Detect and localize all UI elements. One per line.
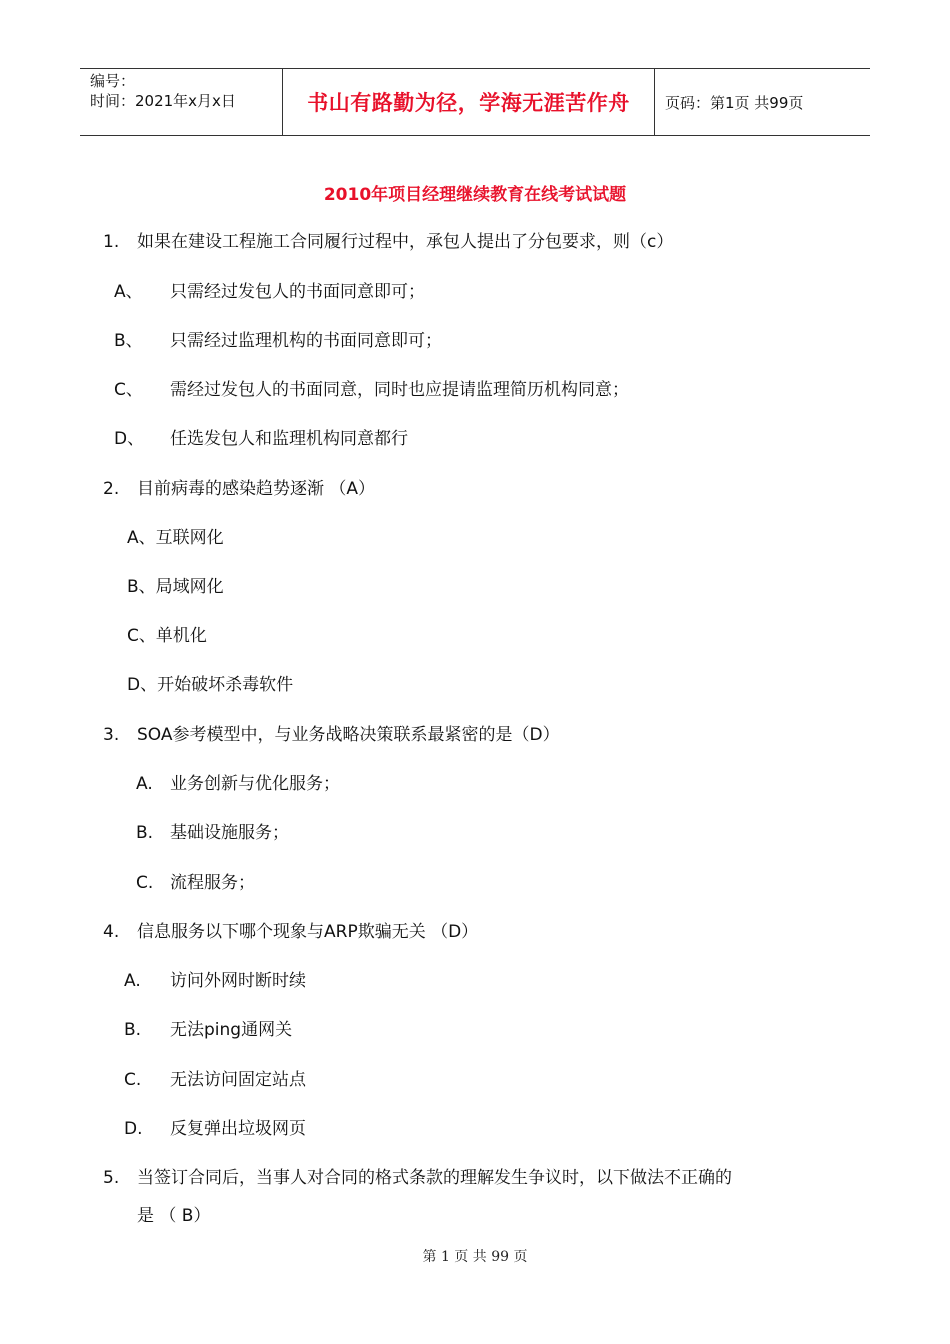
option-label: C、 [114, 380, 143, 400]
question-number: 1. [103, 232, 120, 252]
date-label: 时间：2021年x月x日 [90, 92, 236, 110]
page-footer: 第 1 页 共 99 页 [422, 1249, 528, 1265]
option-text: 任选发包人和监理机构同意都行 [170, 429, 408, 449]
option-label: B、 [114, 331, 143, 351]
option-text: C、单机化 [127, 626, 207, 646]
option-text: 基础设施服务； [170, 823, 289, 843]
option-label: B. [124, 1020, 142, 1040]
header-motto: 书山有路勤为径，学海无涯苦作舟 [282, 69, 655, 135]
question-text: SOA参考模型中，与业务战略决策联系最紧密的是（D） [137, 725, 560, 745]
option-text: 流程服务； [170, 873, 255, 893]
option-label: D、 [114, 429, 145, 449]
option-text: 反复弹出垃圾网页 [170, 1119, 306, 1139]
option-label: B. [136, 823, 154, 843]
option-label: A、 [114, 282, 143, 302]
option-text: A、互联网化 [127, 528, 224, 548]
option-label: D. [124, 1119, 143, 1139]
option-text: 业务创新与优化服务； [170, 774, 340, 794]
question-number: 5. [103, 1168, 120, 1188]
header-info-cell [80, 69, 282, 135]
question-text: 如果在建设工程施工合同履行过程中，承包人提出了分包要求，则（c） [137, 232, 674, 252]
option-text: 只需经过发包人的书面同意即可； [170, 282, 425, 302]
question-text: 信息服务以下哪个现象与ARP欺骗无关 （D） [137, 922, 479, 942]
question-text: 当签订合同后，当事人对合同的格式条款的理解发生争议时，以下做法不正确的 [137, 1168, 732, 1188]
option-text: 无法访问固定站点 [170, 1070, 306, 1090]
question-number: 4. [103, 922, 120, 942]
header-page-number: 页码：第1页 共99页 [665, 93, 804, 112]
document-title: 2010年项目经理继续教育在线考试试题 [323, 185, 627, 205]
option-text: D、开始破坏杀毒软件 [127, 675, 294, 695]
option-text: 需经过发包人的书面同意，同时也应提请监理简历机构同意； [170, 380, 629, 400]
code-label: 编号： [90, 72, 136, 90]
question-text: 目前病毒的感染趋势逐渐 （A） [137, 479, 376, 499]
option-text: 只需经过监理机构的书面同意即可； [170, 331, 442, 351]
option-label: A. [136, 774, 153, 794]
page-header [80, 68, 870, 136]
question-number: 2. [103, 479, 120, 499]
option-text: B、局域网化 [127, 577, 224, 597]
question-text-continued: 是 （ B） [137, 1206, 211, 1226]
option-label: C. [124, 1070, 142, 1090]
option-text: 无法ping通网关 [170, 1020, 293, 1040]
option-label: C. [136, 873, 154, 893]
question-number: 3. [103, 725, 120, 745]
option-text: 访问外网时断时续 [170, 971, 306, 991]
option-label: A. [124, 971, 141, 991]
